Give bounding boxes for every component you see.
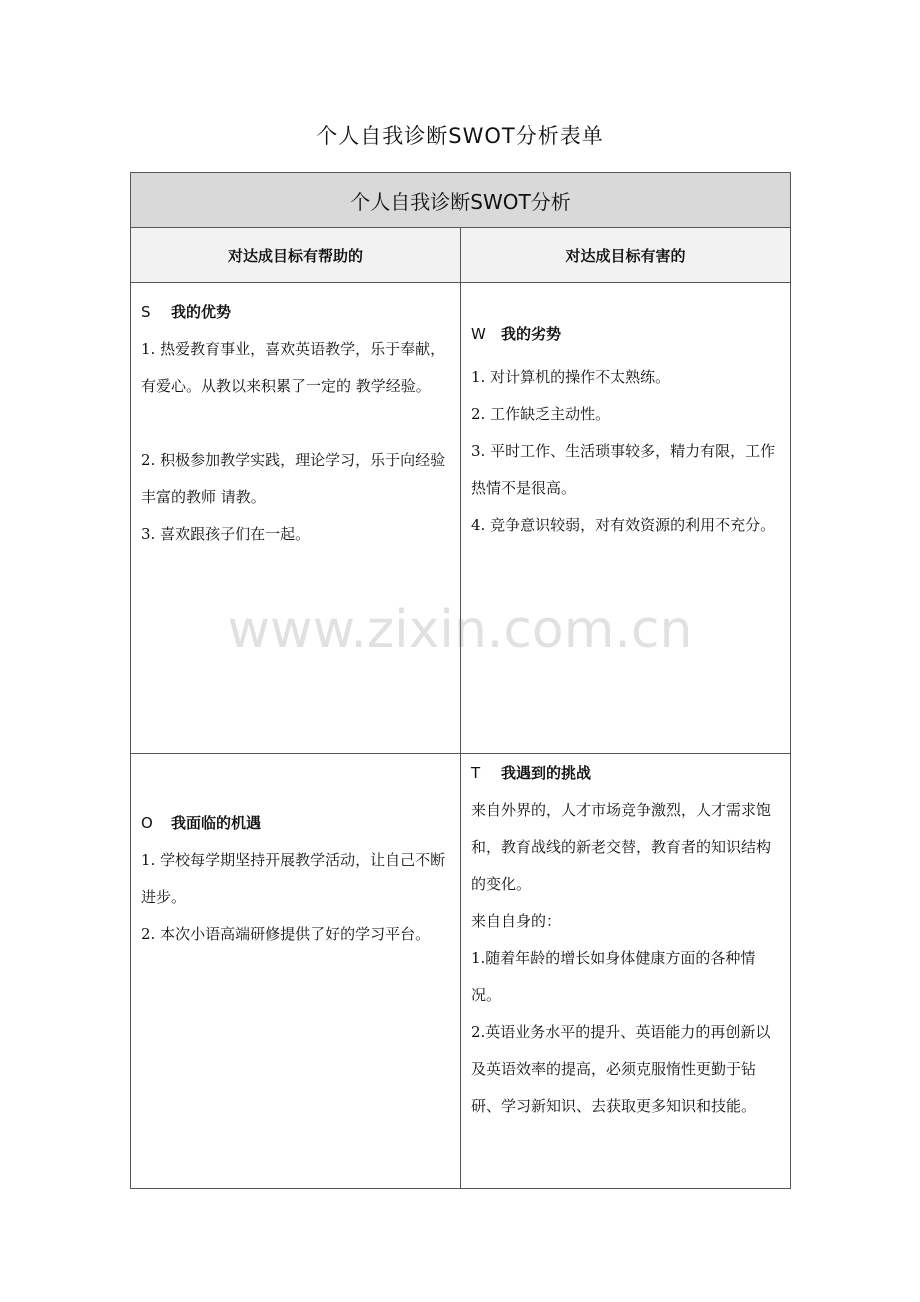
strength-item-2: 2. 积极参加教学实践，理论学习，乐于向经验丰富的教师 请教。 (141, 451, 446, 506)
threat-item-3: 1.随着年龄的增长如身体健康方面的各种情况。 (471, 949, 756, 1004)
strengths-letter: S (141, 303, 151, 321)
opportunities-letter: O (141, 814, 153, 832)
weaknesses-cell (461, 283, 791, 754)
threat-item-4: 2.英语业务水平的提升、英语能力的再创新以及英语效率的提高，必须克服惰性更勤于钻研、学习新知识、去获取更多知识和技能。 (471, 1023, 771, 1115)
threats-letter: T (471, 764, 481, 782)
weakness-item-4: 4. 竞争意识较弱，对有效资源的利用不充分。 (471, 516, 776, 534)
opportunity-item-2: 2. 本次小语高端研修提供了好的学习平台。 (141, 925, 431, 943)
document-title: 个人自我诊断SWOT分析表单 (316, 124, 604, 148)
threats-title: 我遇到的挑战 (501, 764, 592, 782)
swot-table (130, 172, 791, 1189)
strengths-title: 我的优势 (171, 303, 232, 321)
strength-item-1: 1. 热爱教育事业，喜欢英语教学，乐于奉献，有爱心。从教以来积累了一定的 教学经验。 (141, 340, 446, 395)
weaknesses-title: 我的劣势 (501, 325, 562, 343)
watermark: www.zixin.com.cn (227, 600, 693, 660)
threat-item-1: 来自外界的，人才市场竞争激烈，人才需求饱和，教育战线的新老交替，教育者的知识结构的变化。 (471, 801, 772, 893)
weakness-item-1: 1. 对计算机的操作不太熟练。 (471, 368, 671, 386)
threats-cell (461, 754, 791, 1189)
opportunity-item-1: 1. 学校每学期坚持开展教学活动，让自己不断进步。 (141, 851, 446, 906)
weakness-item-3: 3. 平时工作、生活琐事较多，精力有限，工作 热情不是很高。 (471, 442, 776, 497)
strengths-heading (141, 301, 454, 323)
opportunities-cell (131, 754, 461, 1189)
table-header: 个人自我诊断SWOT分析 (131, 173, 791, 228)
weakness-item-2: 2. 工作缺乏主动性。 (471, 405, 611, 423)
column-header-harmful: 对达成目标有害的 (461, 228, 791, 283)
strength-item-3: 3. 喜欢跟孩子们在一起。 (141, 525, 311, 543)
weaknesses-letter: W (471, 325, 486, 343)
threat-item-2: 来自自身的： (471, 912, 562, 930)
weaknesses-heading (471, 323, 784, 345)
column-header-helpful: 对达成目标有帮助的 (131, 228, 461, 283)
opportunities-title: 我面临的机遇 (171, 814, 262, 832)
strengths-cell (131, 283, 461, 754)
threats-heading (471, 762, 784, 784)
opportunities-heading (141, 812, 454, 834)
